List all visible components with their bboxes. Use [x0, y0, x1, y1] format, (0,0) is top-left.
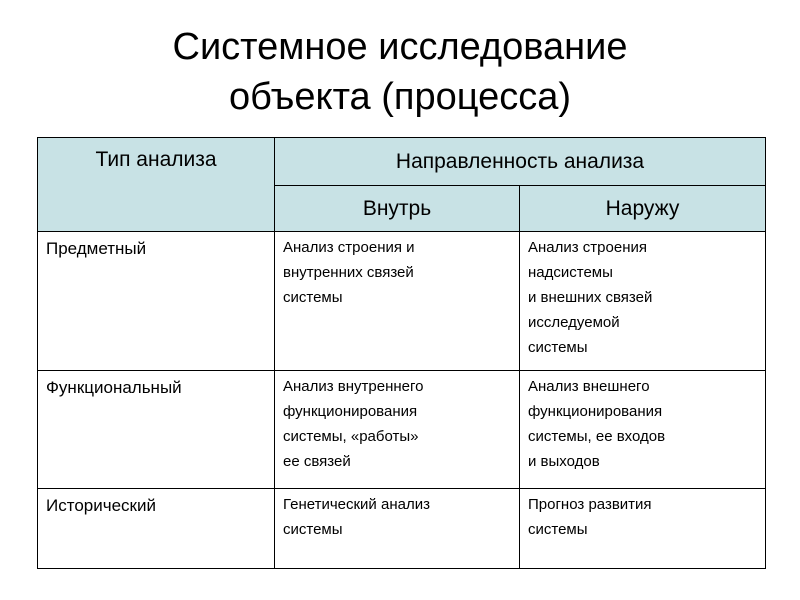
table-row	[38, 232, 766, 371]
cell-line: Анализ внешнего	[528, 378, 650, 395]
row-functional-outward	[520, 371, 766, 489]
cell-line: Прогноз развития	[528, 496, 652, 513]
slide-title	[0, 22, 800, 122]
header-outward: Наружу	[520, 186, 766, 232]
cell-line: внутренних связей	[283, 264, 414, 281]
row-type-subject: Предметный	[38, 232, 275, 371]
cell-line: Анализ внутреннего	[283, 378, 424, 395]
cell-line: ее связей	[283, 453, 351, 470]
slide-title-line-1: Системное исследование	[172, 26, 628, 68]
row-functional-inward	[275, 371, 520, 489]
row-historical-outward	[520, 489, 766, 569]
cell-line: Генетический анализ	[283, 496, 430, 513]
cell-line: системы, ее входов	[528, 428, 666, 445]
header-inward: Внутрь	[275, 186, 520, 232]
row-historical-inward	[275, 489, 520, 569]
cell-line: системы	[528, 339, 588, 356]
table-header-row	[38, 138, 766, 186]
cell-line: надсистемы	[528, 264, 613, 281]
row-subject-outward	[520, 232, 766, 371]
cell-line: исследуемой	[528, 314, 620, 331]
cell-line: Анализ строения и	[283, 239, 415, 256]
cell-line: и выходов	[528, 453, 600, 470]
cell-line: системы	[283, 289, 343, 306]
slide-title-line-2: объекта (процесса)	[229, 76, 571, 118]
cell-line: системы, «работы»	[283, 428, 419, 445]
row-type-historical: Исторический	[38, 489, 275, 569]
table-row	[38, 371, 766, 489]
cell-line: Анализ строения	[528, 239, 647, 256]
header-direction-of-analysis: Направленность анализа	[275, 138, 766, 186]
row-subject-inward	[275, 232, 520, 371]
table-row	[38, 489, 766, 569]
row-type-functional: Функциональный	[38, 371, 275, 489]
cell-line: и внешних связей	[528, 289, 653, 306]
cell-line: системы	[283, 521, 343, 538]
header-type-of-analysis: Тип анализа	[38, 138, 275, 232]
analysis-table	[37, 137, 766, 569]
cell-line: системы	[528, 521, 588, 538]
cell-line: функционирования	[528, 403, 663, 420]
cell-line: функционирования	[283, 403, 418, 420]
